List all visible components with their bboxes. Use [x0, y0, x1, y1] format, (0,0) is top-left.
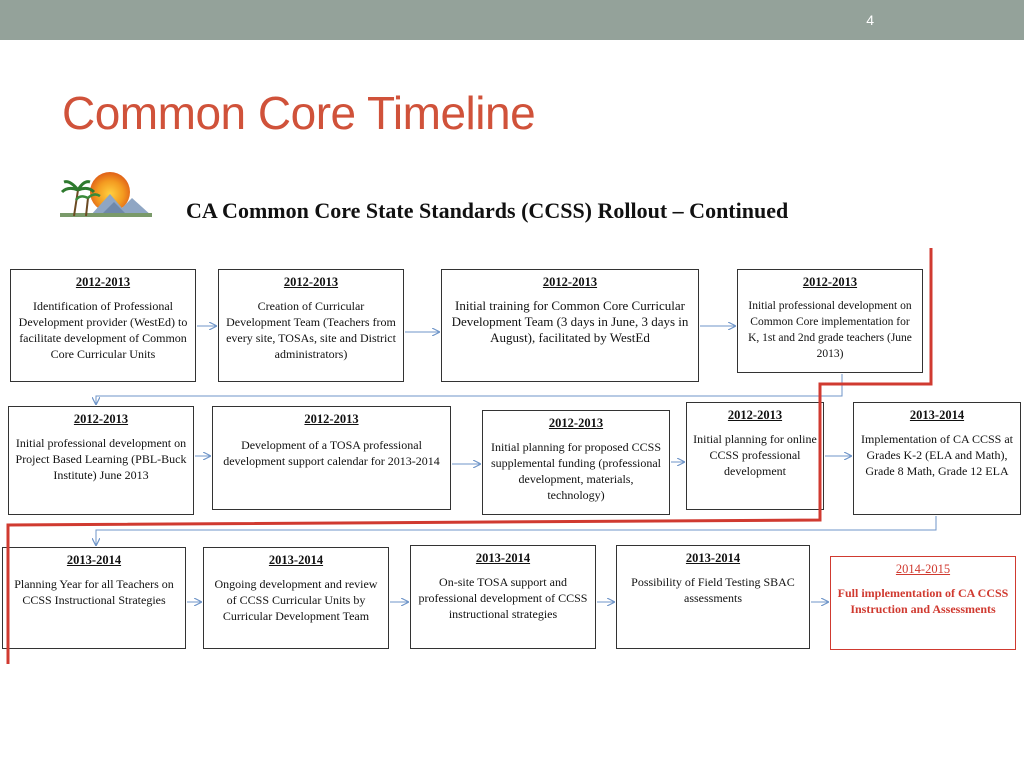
timeline-text: Initial training for Common Core Curricular Development Team (3 days in June, 3 days in August), facilitated by WestEd: [451, 298, 689, 345]
timeline-box: [686, 402, 824, 510]
timeline-text: Initial planning for online CCSS professional development: [693, 432, 817, 478]
timeline-box: [212, 406, 451, 510]
timeline-text: Identification of Professional Development provider (WestEd) to facilitate development of Common Core Curricular Units: [18, 299, 188, 361]
timeline-text: Initial professional development on Project Based Learning (PBL-Buck Institute) June 2013: [15, 436, 187, 482]
figure-subtitle: CA Common Core State Standards (CCSS) Rollout – Continued: [186, 198, 789, 223]
timeline-year: 2012-2013: [548, 416, 604, 430]
timeline-text: Initial professional development on Common Core implementation for K, 1st and 2nd grade teachers (June 2013): [748, 300, 912, 360]
timeline-year: 2012-2013: [73, 412, 129, 426]
timeline-year: 2012-2013: [727, 408, 783, 422]
timeline-box: [853, 402, 1021, 515]
timeline-box: [482, 410, 670, 515]
timeline-box: [737, 269, 923, 373]
timeline-year: 2012-2013: [304, 412, 359, 426]
timeline-box: [218, 269, 404, 382]
timeline-year: 2012-2013: [542, 275, 598, 289]
timeline-year: 2014-2015: [895, 562, 951, 576]
slide-title: Common Core Timeline: [62, 87, 536, 139]
timeline-year: 2013-2014: [909, 408, 965, 422]
timeline-year: 2013-2014: [268, 553, 324, 567]
timeline-box: [616, 545, 810, 649]
timeline-year: 2013-2014: [475, 551, 531, 565]
timeline-text: Initial planning for proposed CCSS supplemental funding (professional development, materials, technology): [491, 440, 661, 502]
timeline-text: Planning Year for all Teachers on CCSS Instructional Strategies: [14, 577, 174, 607]
timeline-year: 2012-2013: [75, 275, 131, 289]
sunset-palm-logo-icon: [60, 168, 152, 222]
top-bar: [0, 0, 1024, 40]
timeline-text: On-site TOSA support and professional development of CCSS instructional strategies: [418, 575, 588, 621]
timeline-text: Ongoing development and review of CCSS Curricular Units by Curricular Development Team: [214, 577, 378, 623]
timeline-year: 2013-2014: [685, 551, 741, 565]
timeline-text: Full implementation of CA CCSS Instruction and Assessments: [837, 586, 1009, 616]
timeline-box: [410, 545, 596, 649]
timeline-box: [10, 269, 196, 382]
connector-wrap: [96, 516, 936, 545]
timeline-year: 2012-2013: [802, 275, 858, 289]
timeline-text: Development of a TOSA professional development support calendar for 2013-2014: [223, 438, 440, 468]
timeline-year: 2012-2013: [283, 275, 339, 289]
timeline-box: [441, 269, 699, 382]
timeline-text: Implementation of CA CCSS at Grades K-2 (ELA and Math), Grade 8 Math, Grade 12 ELA: [861, 432, 1013, 478]
timeline-text: Possibility of Field Testing SBAC assessments: [631, 575, 795, 605]
timeline-text: Creation of Curricular Development Team (Teachers from every site, TOSAs, site and District administrators): [226, 299, 396, 361]
timeline-box: [203, 547, 389, 649]
timeline-box: [8, 406, 194, 515]
slide-number: 4: [866, 12, 874, 28]
timeline-box: [2, 547, 186, 649]
timeline-year: 2013-2014: [66, 553, 122, 567]
timeline-box-highlight: [830, 556, 1016, 650]
